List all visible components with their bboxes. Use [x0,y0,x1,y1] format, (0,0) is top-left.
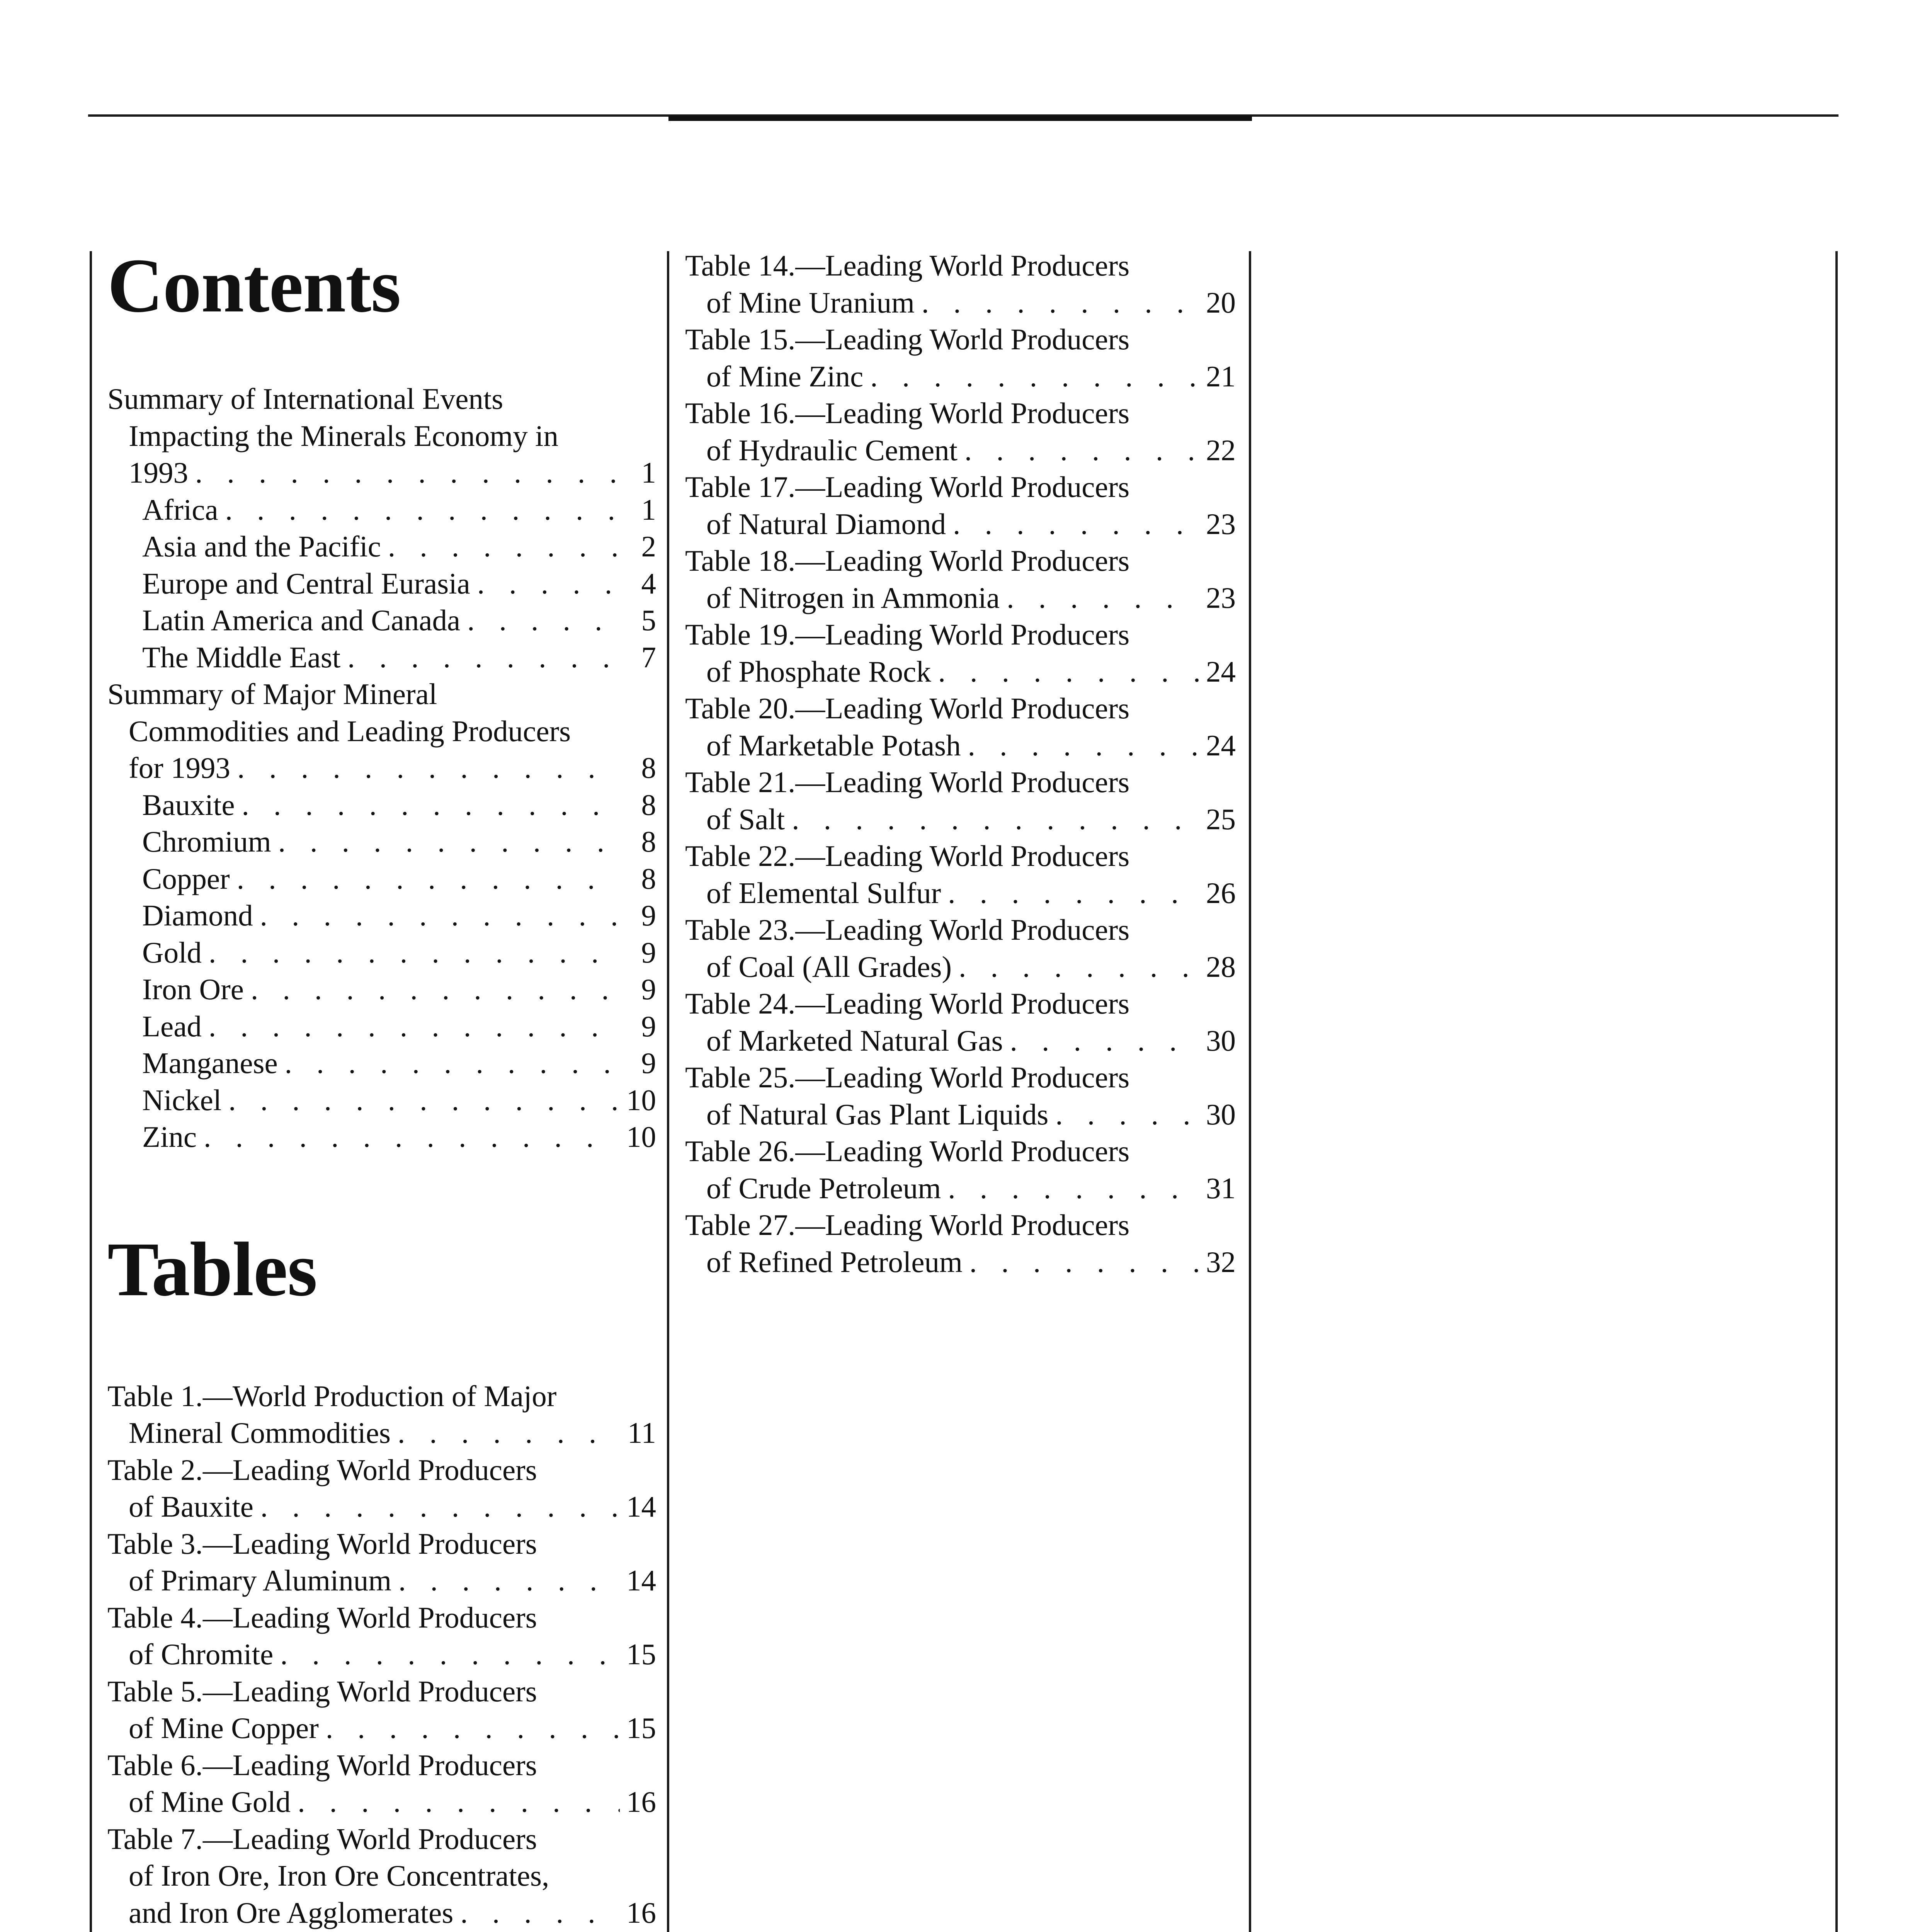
dot-leader [964,432,1199,469]
toc-entry-text: of Marketed Natural Gas [706,1024,1003,1057]
dot-leader [280,1636,620,1673]
toc-entry-line [685,1022,1236,1060]
dot-leader [326,1710,620,1747]
toc-entry-line [107,1895,656,1932]
page-number: 28 [1206,950,1236,983]
toc-entry-line [107,1119,656,1156]
toc-entry-line [685,801,1236,838]
page-number: 1 [641,456,656,489]
dot-leader [922,284,1199,321]
toc-entry-line [107,1082,656,1119]
toc-entry [107,565,656,602]
dot-leader [938,653,1199,690]
toc-entry-line [685,616,1236,653]
toc-entry-line [685,727,1236,764]
toc-entry-text: Table 1.—World Production of Major [107,1379,557,1413]
dot-leader [953,506,1199,543]
toc-entry [107,639,656,676]
toc-entry-line [107,750,656,787]
left-column [107,243,656,1932]
toc-entry [107,528,656,565]
toc-entry-text: Table 17.—Leading World Producers [685,470,1130,503]
toc-entry [107,1119,656,1156]
page-number: 32 [1206,1245,1236,1279]
toc-entry-line [107,639,656,676]
dot-leader [260,897,620,934]
toc-entry-text: Table 14.—Leading World Producers [685,249,1130,282]
toc-entry-line [685,358,1236,395]
toc-entry [685,912,1236,985]
toc-entry-line [685,690,1236,727]
toc-entry-line [685,1059,1236,1096]
tables-heading: Tables [107,1226,317,1312]
page-number: 25 [1206,802,1236,836]
toc-entry [107,861,656,898]
page-number: 4 [641,566,656,600]
toc-entry-text: of Primary Aluminum [129,1564,392,1597]
toc-entry [685,1059,1236,1133]
toc-entry-text: Table 2.—Leading World Producers [107,1453,537,1486]
page-number: 8 [641,788,656,821]
page-number: 2 [641,530,656,563]
dot-leader [398,1562,620,1599]
page-number: 9 [641,973,656,1006]
dot-leader [225,492,620,529]
toc-entry-text: of Mine Uranium [706,286,915,319]
toc-entry-text: Table 16.—Leading World Producers [685,396,1130,430]
toc-entry-text: Table 22.—Leading World Producers [685,839,1130,872]
toc-entry-line [107,1747,656,1784]
toc-entry-line [685,764,1236,801]
page-number: 15 [626,1638,656,1671]
toc-entry [107,676,656,787]
page-number: 26 [1206,876,1236,910]
toc-entry-line [685,247,1236,284]
dot-leader [285,1045,620,1082]
contents-list [107,381,656,1156]
toc-entry-text: 1993 [129,456,188,489]
toc-entry-text: Latin America and Canada [142,604,461,637]
toc-entry-text: of Natural Diamond [706,507,946,541]
toc-entry [107,823,656,861]
top-rule-accent [668,116,1252,121]
toc-entry [107,492,656,529]
page-number: 8 [641,751,656,784]
toc-entry [107,1452,656,1526]
toc-entry-text: Lead [142,1009,202,1043]
toc-entry [107,897,656,934]
toc-entry [685,543,1236,616]
toc-entry-line [685,543,1236,580]
dot-leader [204,1119,620,1156]
toc-entry-text: of Refined Petroleum [706,1245,963,1279]
dot-leader [298,1784,620,1821]
dot-leader [398,1415,620,1452]
toc-entry-line [107,861,656,898]
toc-entry-line [107,1636,656,1673]
toc-entry [685,247,1236,321]
dot-leader [467,602,620,639]
toc-entry-text: Table 7.—Leading World Producers [107,1822,537,1855]
dot-leader [209,934,620,971]
page-number: 30 [1206,1024,1236,1057]
toc-entry-line [107,381,656,418]
column-divider-right [1249,251,1251,1932]
toc-entry-text: Table 23.—Leading World Producers [685,913,1130,946]
toc-entry-line [685,321,1236,358]
page-number: 14 [626,1490,656,1523]
toc-entry-text: Africa [142,493,218,526]
toc-entry-line [685,469,1236,506]
page-number: 16 [626,1785,656,1818]
toc-entry-line [685,580,1236,617]
toc-entry-line [107,1599,656,1636]
page-number: 24 [1206,728,1236,762]
toc-entry [685,764,1236,838]
toc-entry-text: of Iron Ore, Iron Ore Concentrates, [129,1859,549,1892]
toc-entry-line [685,985,1236,1022]
toc-entry-line [685,1133,1236,1170]
toc-entry [685,1133,1236,1207]
toc-entry-text: The Middle East [142,640,341,674]
toc-entry-line [685,506,1236,543]
toc-entry [107,1747,656,1821]
toc-entry [107,1045,656,1082]
dot-leader [347,639,620,676]
toc-entry-line [107,1562,656,1599]
toc-entry-text: Table 25.—Leading World Producers [685,1061,1130,1094]
toc-entry-line [685,1207,1236,1244]
toc-entry-line [107,823,656,861]
toc-entry-text: Gold [142,935,202,969]
page-number: 9 [641,899,656,932]
toc-entry-text: Table 19.—Leading World Producers [685,618,1130,651]
toc-entry-text: Bauxite [142,788,235,821]
toc-entry-line [107,492,656,529]
toc-entry [685,690,1236,764]
page-number: 21 [1206,359,1236,393]
right-column [685,247,1236,1281]
dot-leader [969,1244,1199,1281]
page-number: 22 [1206,433,1236,467]
dot-leader [792,801,1199,838]
toc-entry-line [107,1710,656,1747]
toc-entry-line [107,1008,656,1045]
toc-entry-line [107,971,656,1008]
page-number: 16 [626,1896,656,1929]
dot-leader [948,875,1199,912]
toc-entry [107,1821,656,1932]
toc-entry [107,1082,656,1119]
toc-entry-text: Table 15.—Leading World Producers [685,323,1130,356]
dot-leader [242,787,620,824]
page-number: 15 [626,1711,656,1745]
toc-entry-line [107,676,656,713]
toc-entry-line [107,1821,656,1858]
toc-entry-text: of Chromite [129,1638,274,1671]
toc-entry-text: Europe and Central Eurasia [142,566,470,600]
toc-entry-text: Mineral Commodities [129,1416,391,1449]
toc-entry-line [107,1488,656,1526]
dot-leader [209,1008,620,1045]
toc-entry [107,1526,656,1599]
toc-entry-text: Impacting the Minerals Economy in [129,419,558,452]
toc-entry-text: Zinc [142,1120,197,1153]
toc-entry-text: of Salt [706,802,785,836]
toc-entry-text: of Bauxite [129,1490,253,1523]
toc-entry-text: Summary of International Events [107,382,503,415]
page-number: 8 [641,862,656,895]
toc-entry-text: of Marketable Potash [706,728,961,762]
toc-entry-line [685,949,1236,986]
toc-entry-line [685,875,1236,912]
toc-entry-text: Table 21.—Leading World Producers [685,765,1130,799]
toc-entry-text: Table 6.—Leading World Producers [107,1748,537,1782]
toc-entry-line [107,528,656,565]
toc-entry-text: Table 4.—Leading World Producers [107,1600,537,1634]
toc-entry-line [107,1526,656,1563]
toc-entry-text: Copper [142,862,230,895]
toc-entry-text: Table 24.—Leading World Producers [685,987,1130,1020]
toc-entry-line [107,787,656,824]
toc-entry-text: for 1993 [129,751,231,784]
page-number: 9 [641,935,656,969]
toc-entry [107,381,656,492]
toc-entry-text: of Natural Gas Plant Liquids [706,1097,1049,1131]
page-number: 1 [641,493,656,526]
page-number: 24 [1206,655,1236,688]
toc-entry-text: Nickel [142,1083,222,1117]
toc-entry [685,838,1236,912]
toc-entry-line [685,1170,1236,1207]
toc-entry [685,985,1236,1059]
page-number: 20 [1206,286,1236,319]
toc-entry-line [107,1857,656,1895]
toc-entry [107,602,656,639]
toc-entry-text: Diamond [142,899,253,932]
dot-leader [1055,1096,1199,1133]
dot-leader [948,1170,1199,1207]
dot-leader [228,1082,620,1119]
toc-entry-text: of Elemental Sulfur [706,876,941,910]
toc-entry-text: Table 26.—Leading World Producers [685,1134,1130,1168]
toc-entry-text: of Phosphate Rock [706,655,931,688]
dot-leader [1007,580,1199,617]
toc-entry-line [107,934,656,971]
dot-leader [870,358,1199,395]
toc-entry-line [685,395,1236,432]
toc-entry [685,616,1236,690]
toc-entry [107,934,656,971]
toc-entry-text: Table 5.—Leading World Producers [107,1674,537,1708]
toc-entry-text: Table 20.—Leading World Producers [685,692,1130,725]
toc-entry [685,1207,1236,1281]
toc-entry-line [107,418,656,455]
column-divider-left [90,251,92,1932]
column-divider-middle [667,251,669,1932]
toc-entry [685,321,1236,395]
toc-entry-line [107,565,656,602]
toc-entry-text: of Mine Zinc [706,359,864,393]
toc-entry [685,395,1236,469]
toc-entry-line [685,912,1236,949]
toc-entry-line [107,897,656,934]
toc-entry-line [685,432,1236,469]
toc-entry-text: and Iron Ore Agglomerates [129,1896,454,1929]
toc-entry-line [107,602,656,639]
toc-entry-text: Manganese [142,1046,278,1080]
dot-leader [195,454,620,492]
toc-entry-text: Iron Ore [142,973,244,1006]
toc-entry [685,469,1236,543]
toc-entry-text: Table 18.—Leading World Producers [685,544,1130,577]
toc-entry [107,787,656,824]
toc-entry-line [107,454,656,492]
dot-leader [388,528,620,565]
toc-entry-text: Table 27.—Leading World Producers [685,1208,1130,1242]
toc-entry [107,1008,656,1045]
dot-leader [278,823,620,861]
toc-entry-line [107,1415,656,1452]
page-number: 8 [641,825,656,858]
toc-entry-line [685,838,1236,875]
page-number: 23 [1206,507,1236,541]
toc-entry [107,1599,656,1673]
toc-entry-line [107,1452,656,1489]
toc-entry-text: Asia and the Pacific [142,530,381,563]
toc-entry-text: of Nitrogen in Ammonia [706,581,1000,614]
toc-entry-text: of Mine Gold [129,1785,291,1818]
page-number: 9 [641,1046,656,1080]
toc-entry-line [107,1045,656,1082]
toc-entry-text: of Hydraulic Cement [706,433,958,467]
toc-entry-line [685,1244,1236,1281]
dot-leader [237,750,620,787]
page-number: 7 [641,640,656,674]
tables-list-part-2 [685,247,1236,1281]
dot-leader [968,727,1199,764]
toc-entry-line [107,1673,656,1710]
contents-heading: Contents [107,243,401,328]
page-number: 10 [626,1083,656,1117]
toc-entry-line [685,284,1236,321]
toc-entry-text: Chromium [142,825,271,858]
toc-entry [107,971,656,1008]
toc-entry-text: of Crude Petroleum [706,1171,941,1205]
dot-leader [477,565,620,602]
dot-leader [1010,1022,1199,1060]
toc-entry-line [685,653,1236,690]
toc-entry-line [107,1378,656,1415]
page-number: 11 [627,1416,656,1449]
toc-entry-text: of Coal (All Grades) [706,950,952,983]
toc-entry [107,1673,656,1747]
toc-entry-line [107,1784,656,1821]
page-number: 30 [1206,1097,1236,1131]
toc-entry-line [107,713,656,750]
page-number: 31 [1206,1171,1236,1205]
page-number: 14 [626,1564,656,1597]
column-divider-far-right [1835,251,1838,1932]
page-number: 5 [641,604,656,637]
dot-leader [237,861,620,898]
toc-entry-text: Summary of Major Mineral [107,677,437,711]
page-number: 10 [626,1120,656,1153]
toc-entry-text: Table 3.—Leading World Producers [107,1527,537,1560]
dot-leader [251,971,620,1008]
toc-entry-line [685,1096,1236,1133]
page-number: 9 [641,1009,656,1043]
dot-leader [260,1488,620,1526]
page-number: 23 [1206,581,1236,614]
toc-entry-text: Commodities and Leading Producers [129,714,571,748]
dot-leader [460,1895,620,1932]
toc-entry [107,1378,656,1452]
toc-entry-text: of Mine Copper [129,1711,319,1745]
tables-list-part-1 [107,1378,656,1932]
dot-leader [959,949,1199,986]
